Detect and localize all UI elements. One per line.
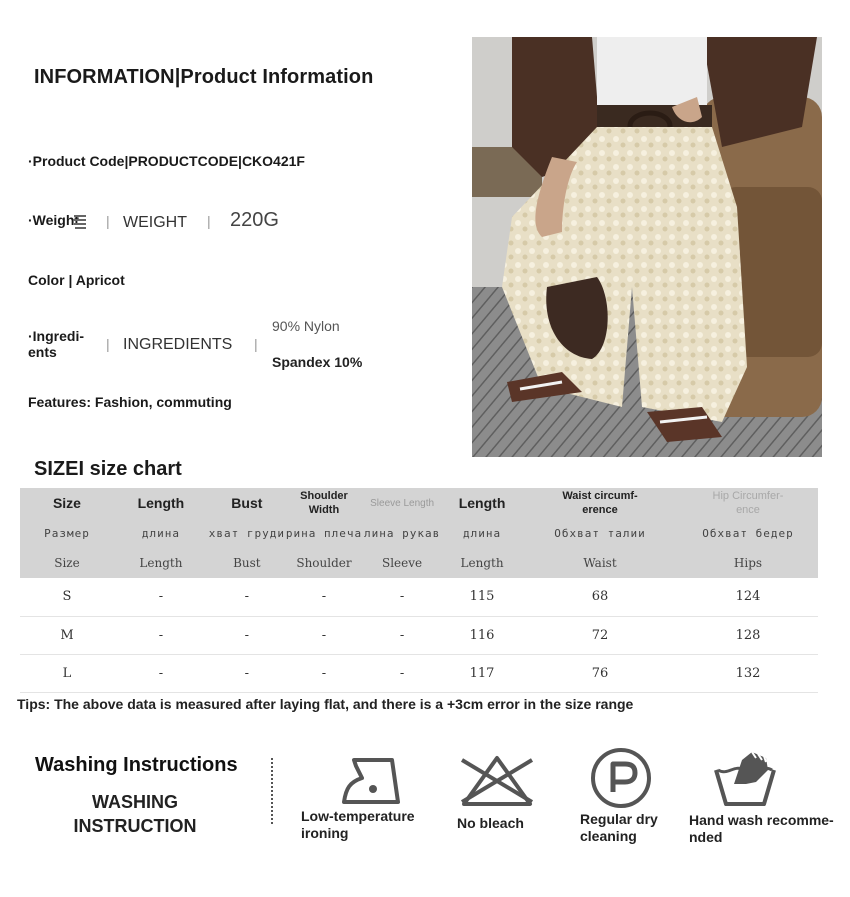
header-cell-ru: лина рукав: [362, 518, 442, 548]
header-cell-ru: Обхват бедер: [678, 518, 818, 548]
size-tips: Tips: The above data is measured after laying flat, and there is a +3cm error in the size range: [17, 696, 634, 712]
separator: |: [106, 336, 110, 352]
table-cell: -: [286, 578, 362, 616]
header-cell: Sleeve Length: [362, 488, 442, 518]
wash-label-line: Low-temperature: [301, 808, 415, 824]
header-cell-ru: рина плеча: [286, 518, 362, 548]
size-chart-title: SIZEI size chart: [34, 458, 182, 480]
header-cell: Shoulder Width: [286, 488, 362, 518]
washing-subtitle-line: INSTRUCTION: [73, 816, 197, 836]
iron-icon: [340, 756, 406, 806]
header-cell-ru: Размер: [20, 518, 114, 548]
wash-label-iron: [301, 808, 415, 842]
header-cell-ru: Обхват талии: [522, 518, 678, 548]
header-cell: Hip Circumfer-ence: [678, 488, 818, 518]
wash-label-line: Regular dry: [580, 811, 658, 827]
size-header-row: [20, 488, 818, 518]
header-cell-en: Shoulder: [286, 548, 362, 578]
table-cell: 124: [678, 578, 818, 616]
product-photo: [472, 37, 822, 457]
wash-label-line: ironing: [301, 825, 349, 841]
header-cell: Waist circumf-erence: [522, 488, 678, 518]
header-cell: Size: [20, 488, 114, 518]
table-cell: -: [286, 616, 362, 654]
ingredient-nylon: 90% Nylon: [272, 318, 340, 334]
table-row: [20, 654, 818, 692]
table-row: [20, 578, 818, 616]
product-code: ·Product Code|PRODUCTCODE|CKO421F: [28, 153, 305, 169]
washing-subtitle-line: WASHING: [91, 792, 178, 812]
header-cell-en: Bust: [208, 548, 286, 578]
header-cell: Bust: [208, 488, 286, 518]
table-cell: 117: [442, 654, 522, 692]
color-row: Color | Apricot: [28, 272, 125, 288]
table-cell: -: [114, 578, 208, 616]
weight-en: WEIGHT: [123, 214, 187, 231]
dry-clean-icon: [589, 746, 653, 810]
table-cell: -: [362, 616, 442, 654]
table-cell: 132: [678, 654, 818, 692]
weight-value: 220G: [230, 209, 279, 231]
separator: |: [207, 213, 211, 229]
scale-icon: [70, 212, 90, 232]
header-cell-en: Sleeve: [362, 548, 442, 578]
size-header-row-en: [20, 548, 818, 578]
ingredient-spandex: Spandex 10%: [272, 354, 363, 370]
wash-label-line: No bleach: [457, 815, 524, 831]
table-cell: 72: [522, 616, 678, 654]
hand-wash-icon: [712, 748, 778, 808]
info-title: INFORMATION|Product Information: [34, 66, 374, 88]
table-cell: -: [286, 654, 362, 692]
header-cell: Length: [114, 488, 208, 518]
size-header-row-ru: [20, 518, 818, 548]
wash-label-dry: [580, 811, 658, 845]
wash-label-hand: [689, 812, 834, 846]
size-chart-table: [20, 488, 818, 693]
wash-label-bleach: [457, 815, 524, 832]
wash-label-line: Hand wash recomme-: [689, 812, 834, 828]
header-cell-ru: хват груди: [208, 518, 286, 548]
washing-subtitle: [40, 790, 230, 838]
header-cell-ru: длина: [442, 518, 522, 548]
ingredients-row: [28, 316, 388, 368]
washing-title: Washing Instructions: [35, 754, 238, 776]
table-row: [20, 616, 818, 654]
header-cell: Length: [442, 488, 522, 518]
weight-row: [28, 209, 279, 231]
table-cell: 116: [442, 616, 522, 654]
wash-label-line: nded: [689, 829, 723, 845]
table-cell: 68: [522, 578, 678, 616]
table-cell: M: [20, 616, 114, 654]
header-cell-en: Size: [20, 548, 114, 578]
product-photo-illustration: [472, 37, 822, 457]
table-cell: -: [362, 578, 442, 616]
ingredients-en: INGREDIENTS: [123, 336, 233, 353]
table-cell: L: [20, 654, 114, 692]
table-cell: 128: [678, 616, 818, 654]
no-bleach-icon: [458, 752, 536, 808]
header-cell-en: Length: [114, 548, 208, 578]
table-cell: -: [208, 578, 286, 616]
divider: [271, 758, 273, 824]
separator: |: [106, 213, 110, 229]
weight-label: ·Weight: [28, 212, 80, 228]
table-cell: S: [20, 578, 114, 616]
header-cell-en: Waist: [522, 548, 678, 578]
table-cell: -: [362, 654, 442, 692]
separator: |: [254, 336, 258, 352]
header-cell-en: Length: [442, 548, 522, 578]
table-cell: -: [114, 616, 208, 654]
table-cell: -: [114, 654, 208, 692]
ingredients-label: ·Ingredi-ents: [28, 328, 84, 360]
wash-label-line: cleaning: [580, 828, 637, 844]
features-row: Features: Fashion, commuting: [28, 394, 232, 410]
table-cell: -: [208, 654, 286, 692]
table-cell: 115: [442, 578, 522, 616]
table-cell: 76: [522, 654, 678, 692]
header-cell-ru: длина: [114, 518, 208, 548]
header-cell-en: Hips: [678, 548, 818, 578]
table-cell: -: [208, 616, 286, 654]
